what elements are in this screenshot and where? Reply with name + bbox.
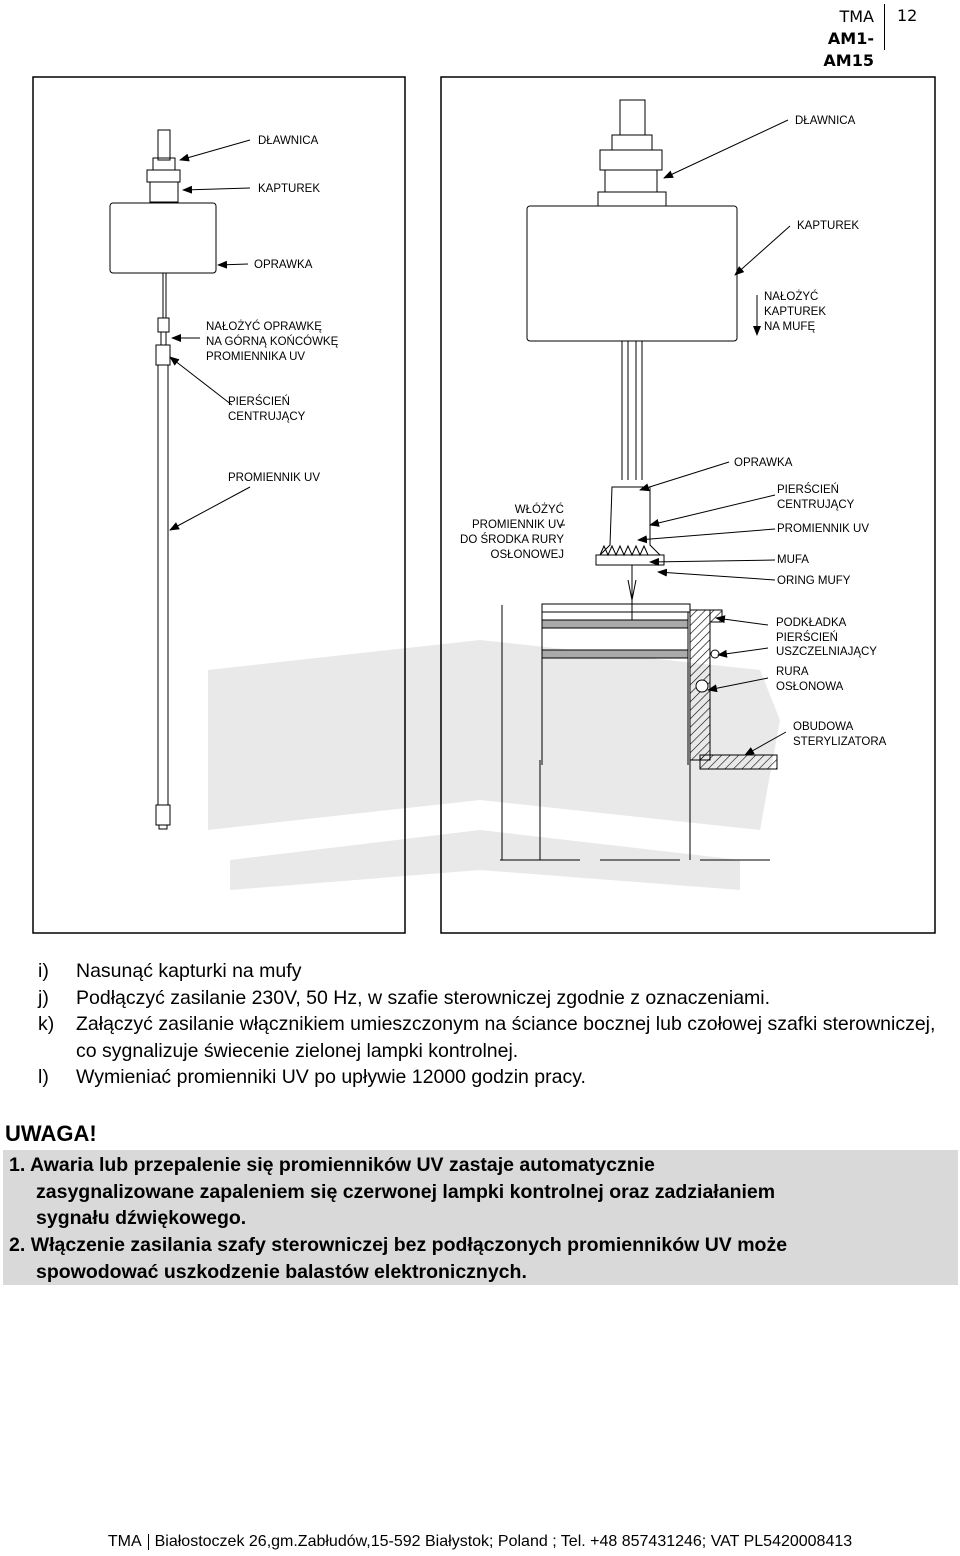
step-text: Podłączyć zasilanie 230V, 50 Hz, w szafie sterowniczej zgodnie z oznaczeniami. [76, 986, 771, 1009]
label-right-obudowa-2: STERYLIZATORA [793, 736, 887, 748]
label-right-podkladka-1: PODKŁADKA [776, 617, 847, 629]
label-left-dlawnica: DŁAWNICA [258, 135, 319, 147]
label-right-nalozyc-2: KAPTUREK [764, 306, 826, 318]
warning-box [3, 1150, 958, 1285]
warning-line: spowodować uszkodzenie balastów elektronicznych. [36, 1260, 527, 1283]
warning-item-1 [9, 1152, 949, 1232]
label-right-oring: ORING MUFY [777, 575, 851, 587]
left-assembly-drawing [110, 130, 216, 829]
step-item [38, 958, 948, 985]
label-right-pierscien-1: PIERŚCIEŃ [777, 484, 839, 496]
header-company: TMA [839, 7, 874, 26]
warning-number: 1. [9, 1154, 26, 1176]
warning-line: Włączenie zasilania szafy sterowniczej bez podłączonych promienników UV może [30, 1234, 788, 1256]
label-right-podkladka-2: PIERŚCIEŃ [776, 632, 838, 644]
warning-title: UWAGA! [5, 1121, 97, 1146]
warning-line: zasygnalizowane zapaleniem się czerwonej lampki kontrolnej oraz zadziałaniem [36, 1180, 776, 1203]
step-marker: l) [38, 1066, 49, 1088]
label-left-pierscien-1: PIERŚCIEŃ [228, 396, 290, 408]
step-item [38, 985, 948, 1012]
label-left-wlozyc-3: DO ŚRODKA RURY [460, 534, 564, 546]
label-right-rura-2: OSŁONOWA [776, 681, 844, 693]
label-left-nalozyc-1: NAŁOŻYĆ OPRAWKĘ [206, 321, 322, 333]
label-left-wlozyc-2: PROMIENNIK UV [471, 519, 564, 531]
label-right-kapturek: KAPTUREK [797, 220, 859, 232]
label-right-mufa: MUFA [777, 554, 809, 566]
label-left-wlozyc-1: WŁÓŻYĆ [514, 504, 564, 516]
label-left-pierscien-2: CENTRUJĄCY [228, 411, 306, 423]
header-model: AM1-AM15 [823, 29, 874, 70]
label-right-oprawka: OPRAWKA [734, 457, 793, 469]
warning-line: Awaria lub przepalenie się promienników UV zastaje automatycznie [29, 1154, 655, 1176]
step-text: Załączyć zasilanie włącznikiem umieszczonym na ściance bocznej lub czołowej szafki sterowniczej, co sygnalizuje świecenie zielonej lampki kontrolnej. [76, 1013, 936, 1062]
step-text: Wymieniać promienniki UV po upływie 12000 godzin pracy. [76, 1066, 586, 1088]
footer-divider [148, 1534, 149, 1550]
step-marker: i) [38, 960, 49, 982]
label-left-nalozyc-2: NA GÓRNĄ KOŃCÓWKĘ [206, 336, 339, 348]
label-right-rura-1: RURA [776, 666, 809, 678]
label-left-nalozyc-3: PROMIENNIKA UV [206, 351, 306, 363]
step-marker: k) [38, 1013, 55, 1035]
step-item [38, 1011, 948, 1064]
label-right-promiennik: PROMIENNIK UV [777, 523, 870, 535]
label-right-nalozyc-1: NAŁOŻYĆ [764, 291, 819, 303]
label-right-nalozyc-3: NA MUFĘ [764, 321, 816, 333]
footer-company: TMA [107, 1533, 142, 1550]
label-left-wlozyc-4: OSŁONOWEJ [490, 549, 564, 561]
warning-line: sygnału dźwiękowego. [36, 1207, 247, 1229]
label-left-kapturek: KAPTUREK [258, 183, 320, 195]
label-right-dlawnica: DŁAWNICA [795, 115, 856, 127]
step-marker: j) [38, 986, 49, 1009]
step-item [38, 1064, 948, 1091]
label-right-obudowa-1: OBUDOWA [793, 721, 854, 733]
warning-item-2 [9, 1232, 949, 1285]
label-right-pierscien-2: CENTRUJĄCY [777, 499, 855, 511]
label-left-promiennik: PROMIENNIK UV [228, 472, 321, 484]
footer-address: Białostoczek 26,gm.Zabłudów,15-592 Białystok; Poland ; Tel. +48 857431246; VAT PL5420008413 [154, 1533, 853, 1550]
step-text: Nasunąć kapturki na mufy [76, 960, 302, 982]
warning-number: 2. [9, 1234, 26, 1256]
document-footer [0, 1533, 960, 1551]
instruction-steps [38, 958, 948, 1091]
label-right-podkladka-3: USZCZELNIAJĄCY [776, 646, 877, 658]
label-left-oprawka: OPRAWKA [254, 259, 313, 271]
page-number: 12 [897, 6, 918, 25]
